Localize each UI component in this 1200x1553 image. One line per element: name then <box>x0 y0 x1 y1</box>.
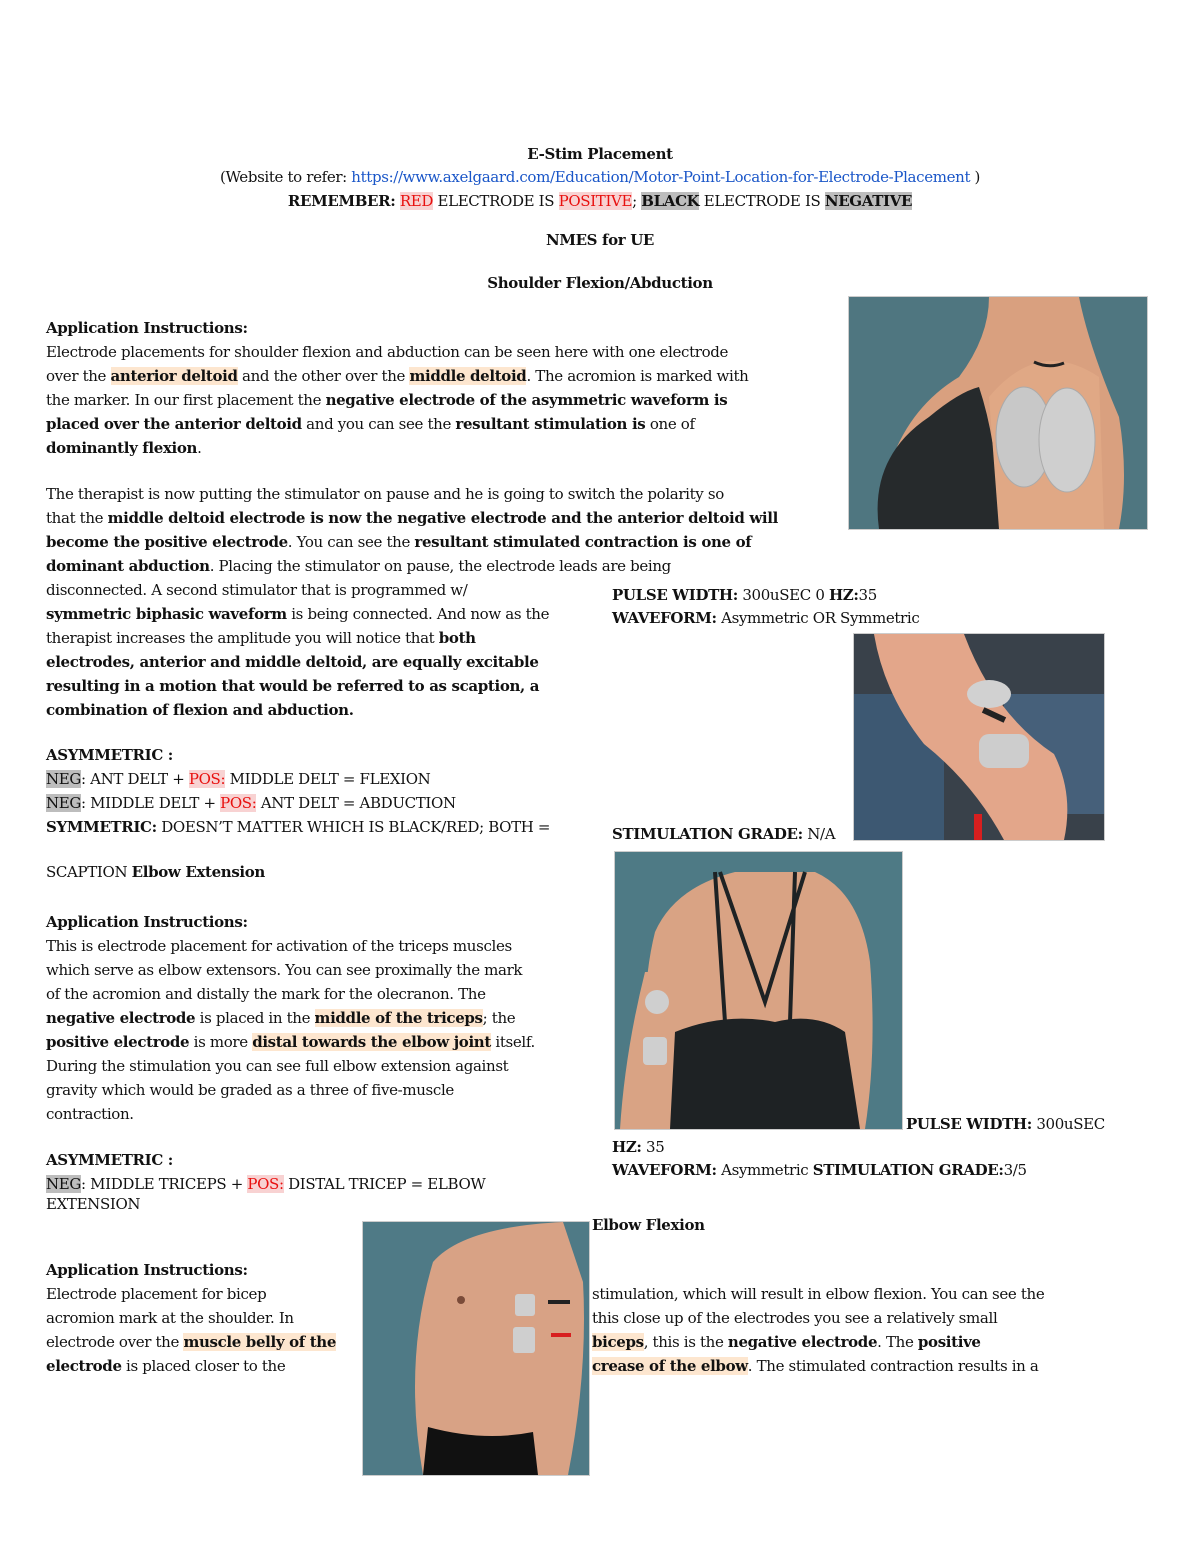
symmetric-rule: SYMMETRIC: DOESN’T MATTER WHICH IS BLACK/RED; BOTH = <box>46 818 551 836</box>
shoulder-pulse-width: PULSE WIDTH: 300uSEC 0 HZ:35 <box>612 586 877 604</box>
polarity-reminder: REMEMBER: RED ELECTRODE IS POSITIVE; BLACK ELECTRODE IS NEGATIVE <box>287 192 913 210</box>
document-title: E-Stim Placement <box>527 145 673 163</box>
biceps-photo <box>362 1221 590 1476</box>
elbow-ext-rule-cont: EXTENSION <box>46 1195 141 1213</box>
elbow-flex-left-text: Electrode placement for bicep acromion mark at the shoulder. In electrode over the muscle belly of the electrode is placed closer to the <box>46 1285 337 1375</box>
elbow-flexion-heading: Elbow Flexion <box>592 1216 705 1234</box>
scaption-photo <box>853 633 1105 841</box>
shoulder-asym-label: ASYMMETRIC : <box>46 746 173 764</box>
elbow-ext-waveform: WAVEFORM: Asymmetric STIMULATION GRADE:3/5 <box>612 1161 1027 1179</box>
positive-label: POSITIVE <box>558 192 633 210</box>
elbow-ext-hz: HZ: 35 <box>612 1138 665 1156</box>
elbow-extension-heading: SCAPTION Elbow Extension <box>46 863 265 881</box>
shoulder-paragraph-1: Electrode placements for shoulder flexion and abduction can be seen here with one electrode over the anterior deltoid and the other over the middle deltoid. The acromion is marked with the marker. In our first placement the negative electrode of the asymmetric waveform is placed over the anterior deltoid and you can see the resultant stimulation is one of dominantly flexion. <box>46 343 749 457</box>
triceps-photo <box>614 851 903 1130</box>
shoulder-paragraph-2: The therapist is now putting the stimulator on pause and he is going to switch the polarity so that the middle deltoid electrode is now the negative electrode and the anterior deltoid will become the positive electrode. You can see the resultant stimulated contraction is one of dominant abduction. Placing the stimulator on pause, the electrode leads are being disconnected. A second stimulator that is programmed w/ symmetric biphasic waveform is being connected. And now as the therapist increases the amplitude you will notice that both electrodes, anterior and middle deltoid, are equally excitable resulting in a motion that would be referred to as scaption, a combination of flexion and abduction. <box>46 485 778 719</box>
shoulder-rule-2: NEG: MIDDLE DELT + POS: ANT DELT = ABDUCTION <box>46 794 456 812</box>
shoulder-photo <box>848 296 1148 530</box>
shoulder-stim-grade: STIMULATION GRADE: N/A <box>612 825 836 843</box>
elbow-ext-pulse-width: PULSE WIDTH: 300uSEC <box>906 1115 1105 1133</box>
shoulder-app-label: Application Instructions: <box>46 319 248 337</box>
shoulder-heading: Shoulder Flexion/Abduction <box>487 274 713 292</box>
website-reference: (Website to refer: https://www.axelgaard.com/Education/Motor-Point-Location-for-Electrode-Placement ) <box>219 168 981 186</box>
black-label: BLACK <box>641 192 700 210</box>
elbow-ext-rule: NEG: MIDDLE TRICEPS + POS: DISTAL TRICEP = ELBOW <box>46 1175 486 1193</box>
red-label: RED <box>399 192 434 210</box>
elbow-ext-paragraph: This is electrode placement for activation of the triceps muscles which serve as elbow extensors. You can see proximally the mark of the acromion and distally the mark for the olecranon. The negative electrode is placed in the middle of the triceps; the positive electrode is more distal towards the elbow joint itself. During the stimulation you can see full elbow extension against gravity which would be graded as a three of five-muscle contraction. <box>46 937 535 1123</box>
elbow-flex-app-label: Application Instructions: <box>46 1261 248 1279</box>
elbow-ext-app-label: Application Instructions: <box>46 913 248 931</box>
axelgaard-link[interactable]: https://www.axelgaard.com/Education/Motor-Point-Location-for-Electrode-Placement <box>351 168 971 186</box>
elbow-ext-asym-label: ASYMMETRIC : <box>46 1151 173 1169</box>
shoulder-waveform: WAVEFORM: Asymmetric OR Symmetric <box>612 609 920 627</box>
shoulder-rule-1: NEG: ANT DELT + POS: MIDDLE DELT = FLEXION <box>46 770 431 788</box>
nmes-heading: NMES for UE <box>545 231 655 249</box>
elbow-flex-right-text: stimulation, which will result in elbow flexion. You can see the this close up of the electrodes you see a relatively small biceps, this is the negative electrode. The positive crease of the elbow. The stimulated contraction results in a <box>592 1285 1045 1375</box>
negative-label: NEGATIVE <box>824 192 913 210</box>
